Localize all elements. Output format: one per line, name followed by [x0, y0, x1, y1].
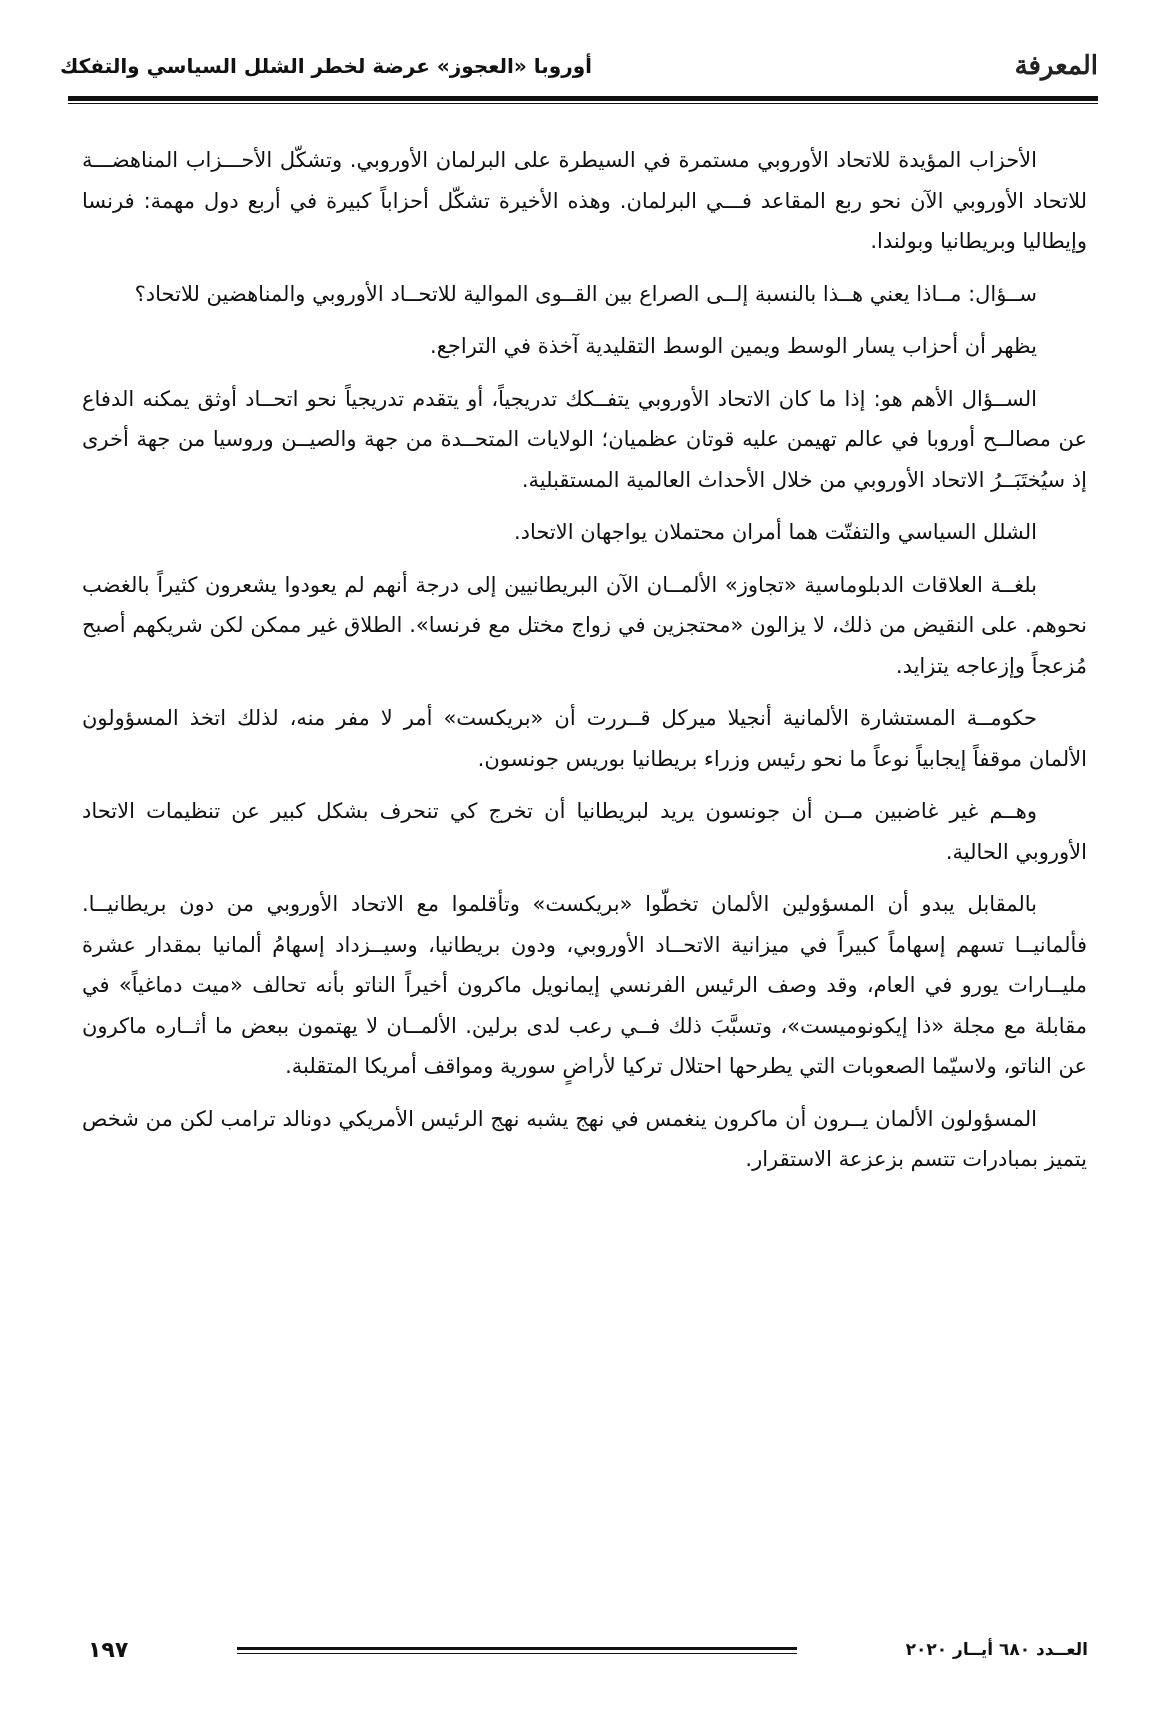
page-header — [60, 40, 1098, 92]
issue-info: العــدد ٦٨٠ أيــار ٢٠٢٠ — [905, 1640, 1088, 1660]
page-number: ١٩٧ — [88, 1637, 129, 1663]
article-body — [82, 140, 1087, 1192]
paragraph: المسؤولون الألمان يــرون أن ماكرون ينغمس في نهج يشبه نهج الرئيس الأمريكي دونالد ترامب لكن من شخص يتميز بمبادرات تتسم بزعزعة الاستقرار. — [82, 1106, 1087, 1171]
paragraph: الأحزاب المؤيدة للاتحاد الأوروبي مستمرة في السيطرة على البرلمان الأوروبي. وتشكّل الأحـــزاب المناهضـــة للاتحاد الأوروبي الآن نحو ربع المقاعد فـــي البرلمان. وهذه الأخيرة تشكّل أحزاباً كبيرة في أربع دول مهمة: فرنسا وإيطاليا وبريطانيا وبولندا. — [82, 148, 1087, 253]
footer-rule — [237, 1647, 797, 1654]
paragraph: بلغــة العلاقات الدبلوماسية «تجاوز» الألمــان الآن البريطانيين إلى درجة أنهم لم يعودوا يشعرون كثيراً بالغضب نحوهم. على النقيض من ذلك، لا يزالون «محتجزين في زواج مختل مع فرنسا». الطلاق غير ممكن لكن شريكهم أصبح مُزعجاً وإزعاجه يتزايد. — [82, 572, 1087, 678]
paragraph: ســؤال: مــاذا يعني هــذا بالنسبة إلــى الصراع بين القــوى الموالية للاتحــاد الأوروبي والمناهضين للاتحاد؟ — [134, 281, 1037, 306]
header-rule — [68, 96, 1098, 101]
paragraph: يظهر أن أحزاب يسار الوسط ويمين الوسط التقليدية آخذة في التراجع. — [430, 334, 1037, 358]
header-rule-thin — [68, 103, 1098, 104]
page-footer — [88, 1635, 1088, 1665]
paragraph: الشلل السياسي والتفتّت هما أمران محتملان يواجهان الاتحاد. — [513, 520, 1037, 544]
paragraph: الســؤال الأهم هو: إذا ما كان الاتحاد الأوروبي يتفــكك تدريجياً، أو يتقدم تدريجياً نحو اتحــاد أوثق يمكنه الدفاع عن مصالــح أوروبا في عالم تهيمن عليه قوتان عظميان؛ الولايات المتحــدة من جهة والصيــن وروسيا من جهة أخرى إذ سيُختَبَــرُ الاتحاد الأوروبي من خلال الأحداث العالمية المستقبلية. — [82, 386, 1087, 492]
paragraph: وهــم غير غاضبين مــن أن جونسون يريد لبريطانيا أن تخرج كي تنحرف بشكل كبير عن تنظيمات الاتحاد الأوروبي الحالية. — [82, 799, 1087, 864]
paragraph: حكومــة المستشارة الألمانية أنجيلا ميركل قــررت أن «بريكست» أمر لا مفر منه، لذلك اتخذ المسؤولون الألمان موقفاً إيجابياً نوعاً ما نحو رئيس وزراء بريطانيا بوريس جونسون. — [82, 706, 1087, 771]
running-title: أوروبا «العجوز» عرضة لخطر الشلل السياسي والتفكك — [60, 54, 593, 78]
paragraph: بالمقابل يبدو أن المسؤولين الألمان تخطّوا «بريكست» وتأقلموا مع الاتحاد الأوروبي من دون بريطانيــا. فألمانيــا تسهم إسهاماً كبيراً في ميزانية الاتحــاد الأوروبي، ودون بريطانيا، وسيــزداد إسهامُ ألمانيا بمقدار عشرة مليــارات يورو في العام، وقد وصف الرئيس الفرنسي إيمانويل ماكرون أخيراً الناتو بأنه تحالف «ميت دماغياً» في مقابلة مع مجلة «ذا إيكونوميست»، وتسبَّبَ ذلك فــي رعب لدى برلين. الألمــان لا يهتمون ببعض ما أثــاره ماكرون عن الناتو، ولاسيّما الصعوبات التي يطرحها احتلال تركيا لأراضٍ سورية ومواقف أمريكا المتقلبة. — [82, 892, 1087, 1078]
magazine-logo: المعرفة — [1014, 51, 1098, 81]
